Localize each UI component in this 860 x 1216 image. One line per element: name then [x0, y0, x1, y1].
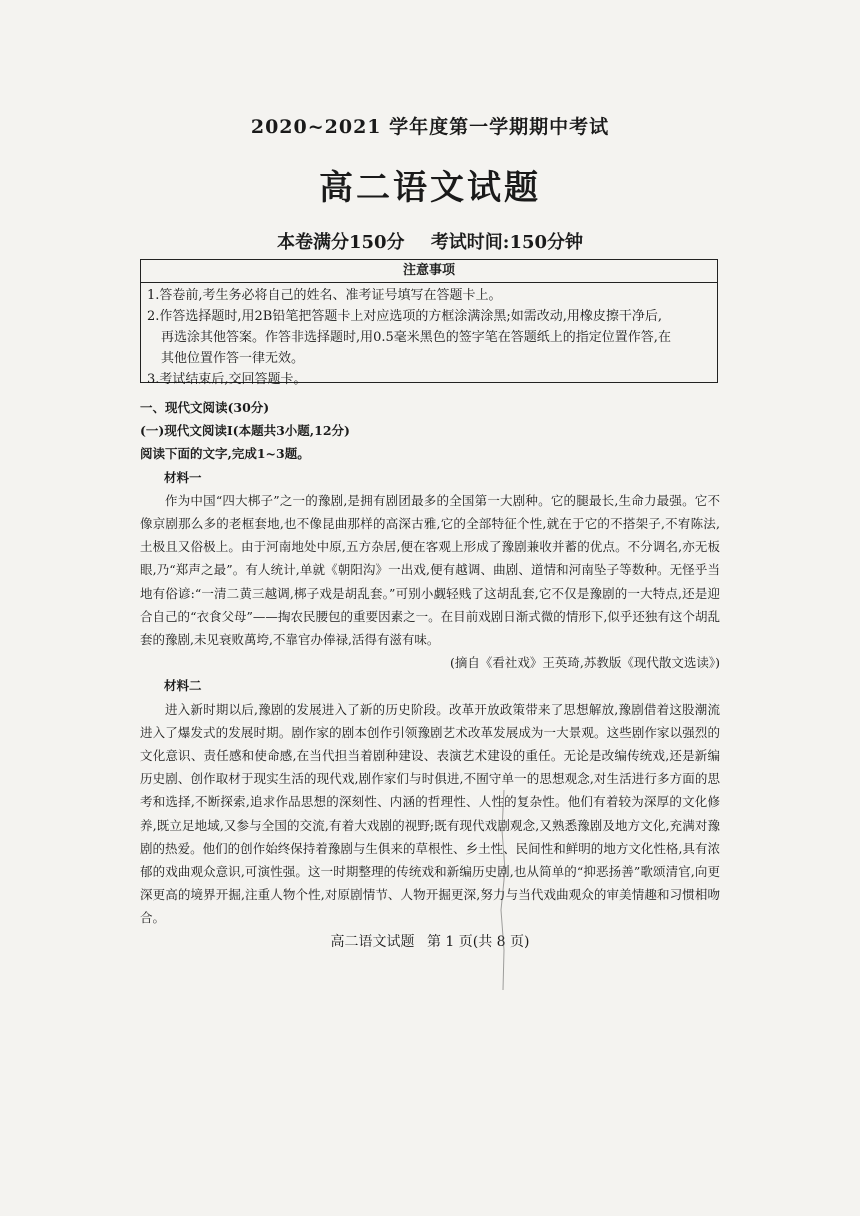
notice-item: 2.作答选择题时,用2B铅笔把答题卡上对应选项的方框涂满涂黑;如需改动,用橡皮擦干净后,	[147, 309, 663, 324]
page-footer	[0, 931, 860, 951]
page-title: 高二语文试题	[319, 168, 541, 208]
subsection-heading: (一)现代文阅读Ⅰ(本题共3小题,12分)	[140, 423, 350, 439]
notice-item: 1.答卷前,考生务必将自己的姓名、准考证号填写在答题卡上。	[147, 288, 502, 303]
exam-meta	[0, 228, 860, 254]
exam-year-line: 2020~2021 学年度第一学期期中考试	[250, 116, 610, 138]
material-one-text: 作为中国“四大梆子”之一的豫剧,是拥有剧团最多的全国第一大剧种。它的腿最长,生命力最强。它不像京剧那么多的老框套地,也不像昆曲那样的高深古雅,它的全部特征个性,就在于它的不搭架子,不宥陈法,土极且又俗极上。由于河南地处中原,五方杂居,便在客观上形成了豫剧兼收并蓄的优点。不分调名,亦无板眼,乃“郑声之最”。有人统计,单就《朝阳沟》一出戏,便有越调、曲剧、道情和河南坠子等数种。无怪乎当地有俗谚:“一清二黄三越调,梆子戏是胡乱套。”可别小觑轻贱了这胡乱套,它不仅是豫剧的一大特点,还是迎合自己的“衣食父母”——掏农民腰包的重要因素之一。在目前戏剧日渐式微的情形下,似乎还独有这个胡乱套的豫剧,未见衰败萬垮,不靠官办俸禄,活得有滋有味。	[140, 492, 720, 648]
material-one-label: 材料一	[164, 469, 202, 485]
reading-section	[140, 396, 720, 930]
time-text: 考试时间:150分钟	[430, 232, 584, 253]
reading-instruction: 阅读下面的文字,完成1~3题。	[140, 446, 310, 462]
notice-item: 其他位置作答一律无效。	[161, 351, 305, 366]
paper-crease-mark	[496, 790, 512, 990]
notice-item: 3.考试结束后,交回答题卡。	[147, 372, 307, 387]
material-two-label: 材料二	[164, 678, 202, 694]
notice-list	[141, 283, 717, 390]
material-one-source: (摘自《看社戏》王英琦,苏教版《现代散文选读》)	[450, 655, 720, 671]
material-two-text: 进入新时期以后,豫剧的发展进入了新的历史阶段。改革开放政策带来了思想解放,豫剧借着这股潮流进入了爆发式的发展时期。剧作家的剧本创作引领豫剧艺术改革发展成为一大景观。这些剧作家以强烈的文化意识、责任感和使命感,在当代担当着剧种建设、表演艺术建设的重任。无论是改编传统戏,还是新编历史剧、创作取材于现实生活的现代戏,剧作家们与时俱进,不囿守单一的思想观念,对生活进行多方面的思考和选择,不断探索,追求作品思想的深刻性、内涵的哲理性、人性的复杂性。他们有着较为深厚的文化修养,既立足地域,又参与全国的交流,有着大戏剧的视野;既有现代戏剧观念,又熟悉豫剧及地方文化,充满对豫剧的热爱。他们的创作始终保持着豫剧与生俱来的草根性、乡土性、民间性和鲜明的地方文化性格,具有浓郁的戏曲观众意识,可演性强。这一时期整理的传统戏和新编历史剧,也从简单的“抑恶扬善”歌颂清官,向更深更高的境界开掘,注重人物个性,对原剧情节、人物开掘更深,努力与当代戏曲观众的审美情趣和习惯相吻合。	[140, 701, 720, 926]
notice-item: 再选涂其他答案。作答非选择题时,用0.5毫米黑色的签字笔在答题纸上的指定位置作答,在	[161, 330, 671, 345]
section-heading: 一、现代文阅读(30分)	[140, 400, 270, 415]
footer-subject: 高二语文试题	[330, 934, 415, 950]
footer-page-number: 第 1 页(共 8 页)	[426, 934, 530, 950]
notice-title: 注意事项	[141, 260, 717, 283]
notice-box	[140, 259, 718, 387]
score-text: 本卷满分150分	[276, 232, 405, 253]
